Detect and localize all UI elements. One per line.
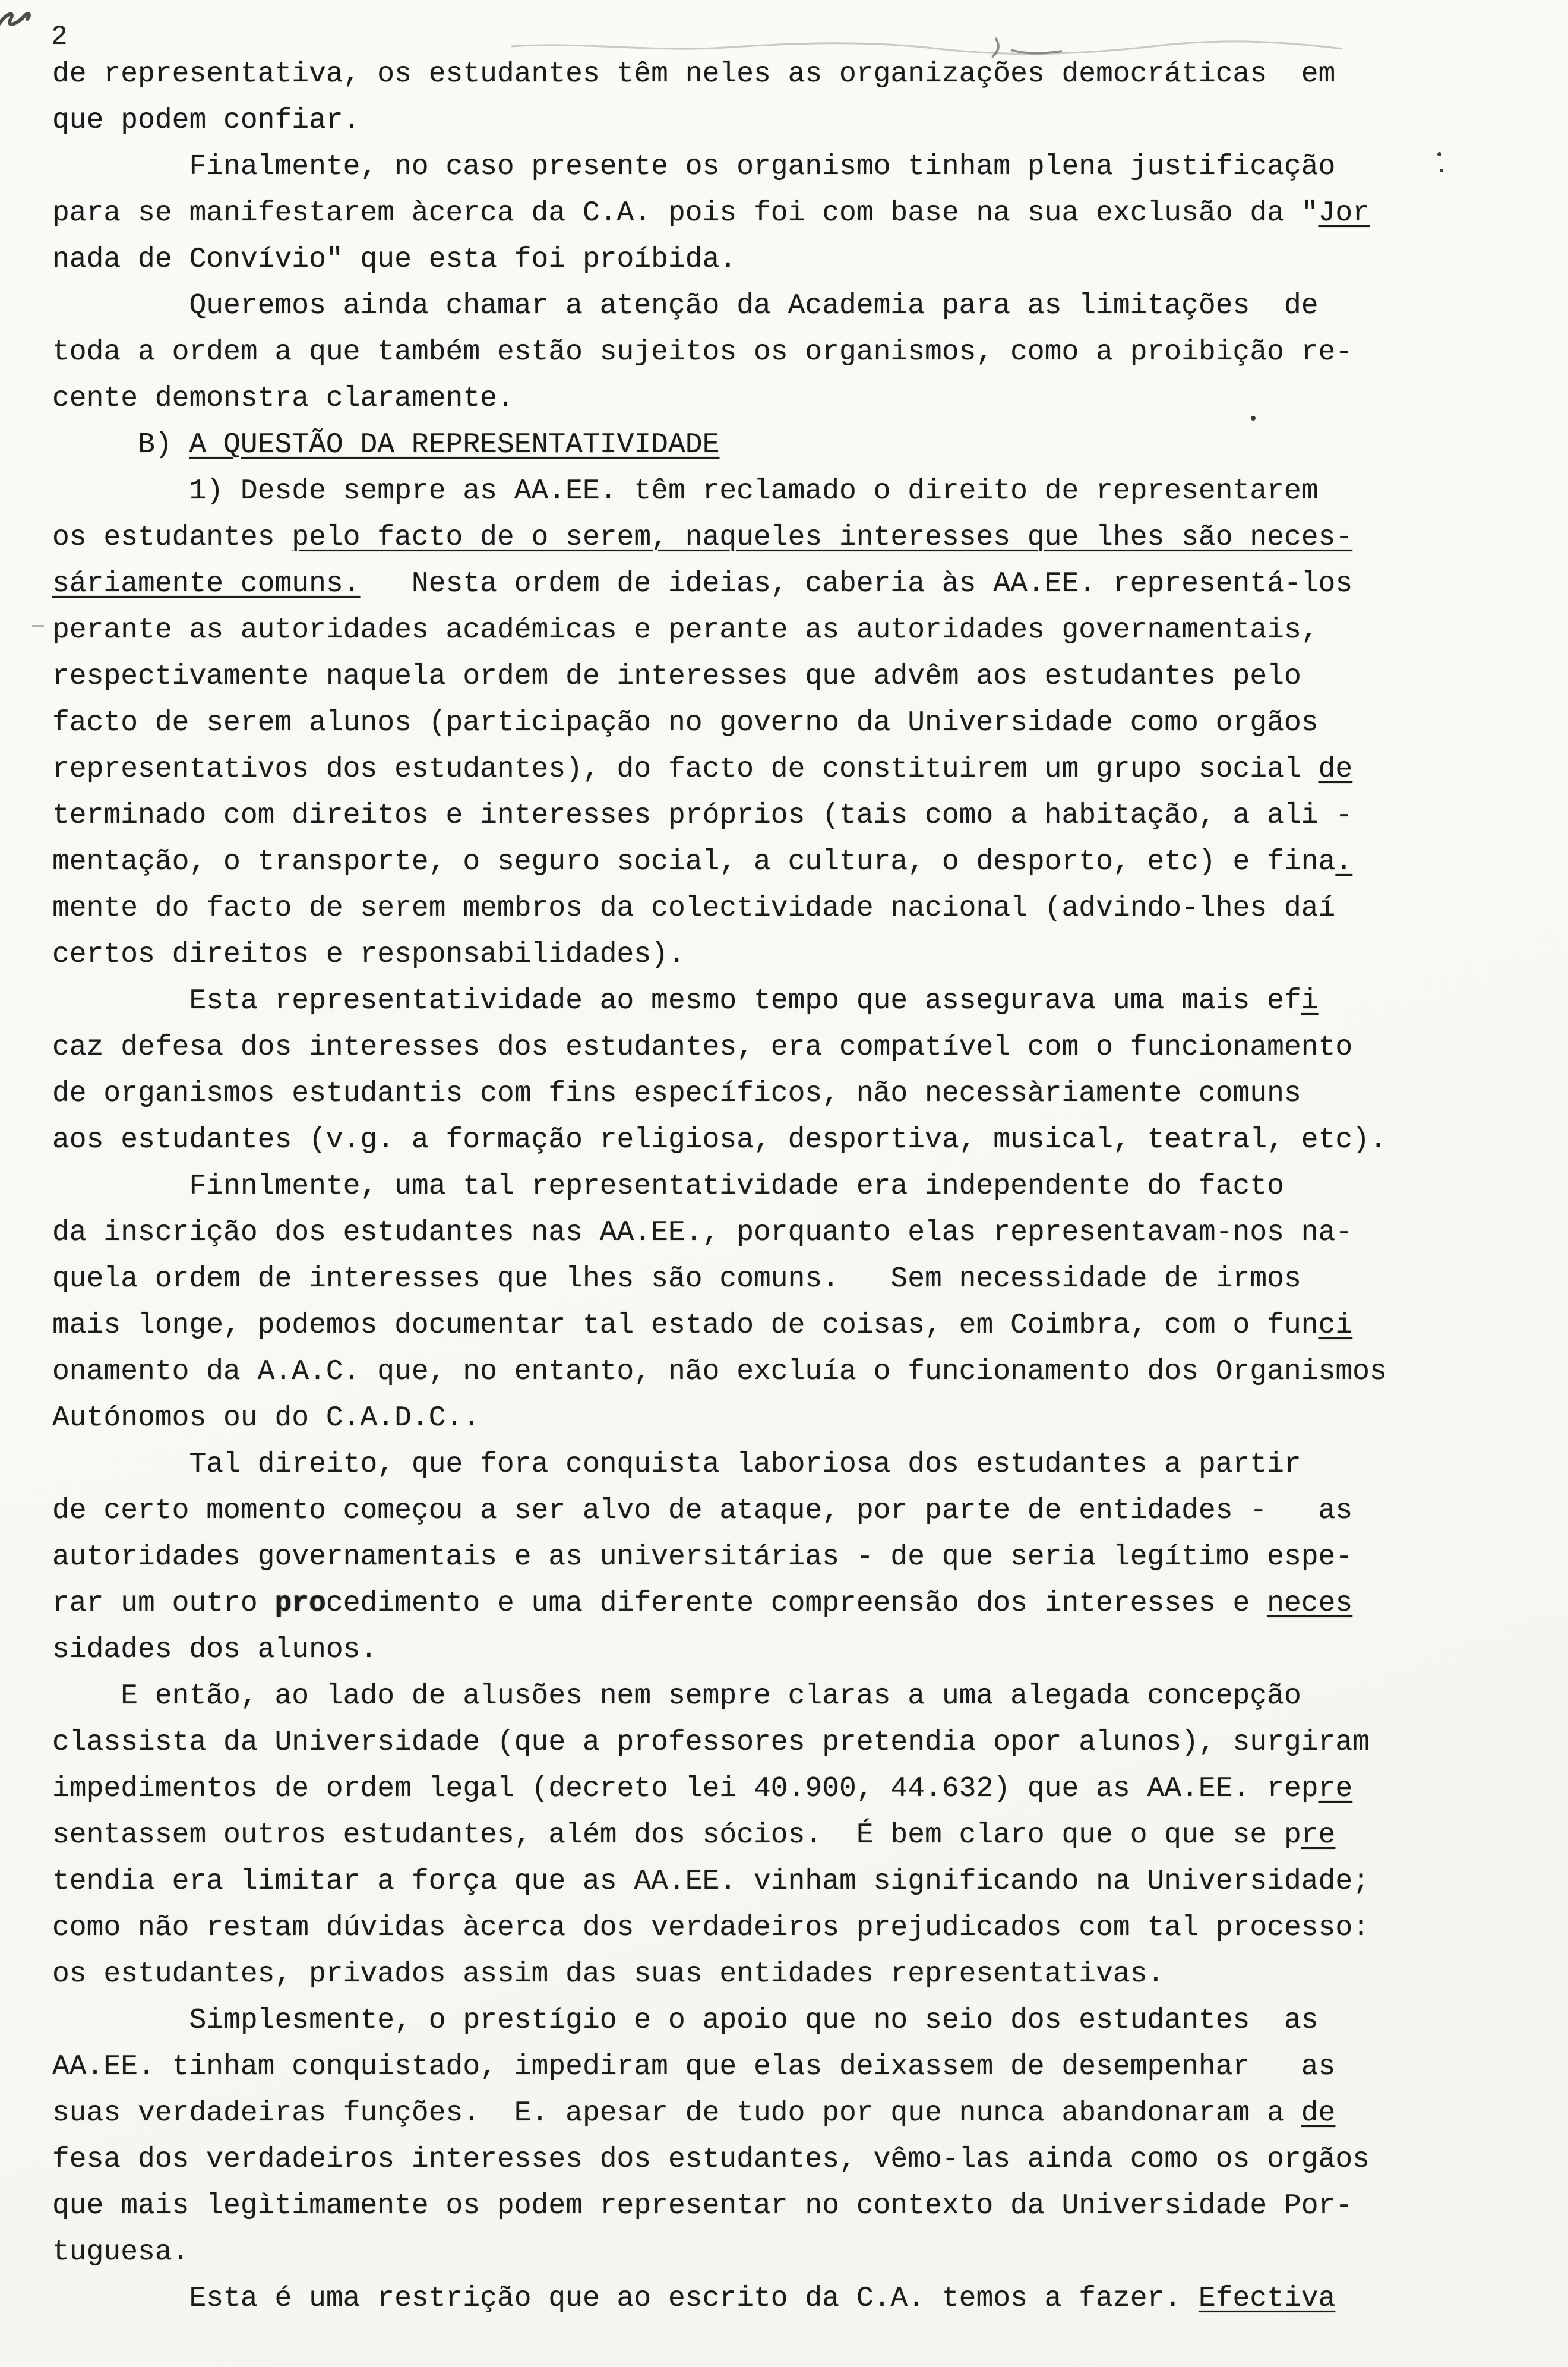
text-segment: respectivamente naquela ordem de interesses que advêm aos estudantes pelo	[52, 661, 1301, 693]
text-segment: de organismos estudantis com fins específicos, não necessàriamente comuns	[52, 1078, 1301, 1110]
text-segment: pro	[274, 1588, 326, 1620]
text-segment: Finnlmente, uma tal representatividade era independente do facto	[52, 1170, 1284, 1203]
underlined-text: sáriamente comuns.	[52, 568, 361, 600]
text-line	[52, 1580, 1387, 1627]
text-segment: nada de Convívio" que esta foi proíbida.	[52, 244, 737, 276]
text-line	[52, 978, 1387, 1024]
text-segment: impedimentos de ordem legal (decreto lei 40.900, 44.632) que as AA.EE. rep	[52, 1773, 1319, 1805]
text-segment: aos estudantes (v.g. a formação religiosa, desportiva, musical, teatral, etc).	[52, 1124, 1387, 1156]
scan-speck	[1440, 169, 1443, 172]
text-segment: cente demonstra claramente.	[52, 383, 514, 415]
text-line	[52, 1812, 1387, 1858]
text-line	[52, 746, 1387, 793]
text-line	[52, 1302, 1387, 1349]
text-segment: facto de serem alunos (participação no governo da Universidade como orgãos	[52, 707, 1319, 739]
text-line	[52, 1997, 1387, 2044]
text-segment: perante as autoridades académicas e perante as autoridades governamentais,	[52, 614, 1319, 646]
scan-artifact-dash	[32, 625, 44, 627]
text-line	[52, 2044, 1387, 2090]
text-line	[52, 1117, 1387, 1163]
text-segment: caz defesa dos interesses dos estudantes, era compatível com o funcionamento	[52, 1031, 1353, 1063]
text-segment: 1) Desde sempre as AA.EE. têm reclamado o direito de representarem	[52, 475, 1319, 507]
text-line	[52, 329, 1387, 375]
text-line	[52, 190, 1387, 236]
text-segment: B)	[52, 429, 189, 461]
text-segment: os estudantes, privados assim das suas entidades representativas.	[52, 1958, 1165, 1990]
text-line	[52, 144, 1387, 190]
underlined-text: i	[1301, 985, 1319, 1017]
document-body	[52, 51, 1387, 2322]
text-line	[52, 885, 1387, 932]
text-segment: de representativa, os estudantes têm neles as organizações democráticas em	[52, 58, 1336, 90]
text-segment: Finalmente, no caso presente os organismo tinham plena justificação	[52, 151, 1336, 183]
text-segment: onamento da A.A.C. que, no entanto, não excluía o funcionamento dos Organismos	[52, 1356, 1387, 1388]
underlined-text: re	[1318, 1773, 1353, 1805]
underlined-text: A QUESTÃO DA REPRESENTATIVIDADE	[189, 429, 720, 461]
text-segment: fesa dos verdadeiros interesses dos estudantes, vêmo-las ainda como os orgãos	[52, 2144, 1370, 2176]
text-line	[52, 1024, 1387, 1071]
underlined-text: ci	[1318, 1309, 1353, 1342]
text-line	[52, 1673, 1387, 1719]
text-segment: quela ordem de interesses que lhes são comuns. Sem necessidade de irmos	[52, 1263, 1301, 1295]
text-segment: Nesta ordem de ideias, caberia às AA.EE. representá-los	[360, 568, 1353, 600]
text-line	[52, 1071, 1387, 1117]
text-line	[52, 468, 1387, 515]
underlined-text: .	[1335, 846, 1353, 878]
text-segment: Simplesmente, o prestígio e o apoio que no seio dos estudantes as	[52, 2005, 1319, 2037]
text-segment: mais longe, podemos documentar tal estado de coisas, em Coimbra, com o fun	[52, 1309, 1319, 1342]
text-segment: para se manifestarem àcerca da C.A. pois foi com base na sua exclusão da "	[52, 197, 1319, 229]
text-line	[52, 932, 1387, 978]
text-line	[52, 1951, 1387, 1997]
text-segment: representativos dos estudantes), do facto de constituirem um grupo social	[52, 753, 1319, 785]
text-line	[52, 236, 1387, 283]
text-line	[52, 654, 1387, 700]
text-segment: mentação, o transporte, o seguro social, a cultura, o desporto, etc) e fina	[52, 846, 1336, 878]
text-line	[52, 1627, 1387, 1673]
text-segment: Esta representatividade ao mesmo tempo que assegurava uma mais ef	[52, 985, 1301, 1017]
text-segment: que mais legìtimamente os podem representar no contexto da Universidade Por-	[52, 2190, 1353, 2222]
underlined-text: pelo facto de o serem, naqueles interesses que lhes são neces-	[292, 522, 1353, 554]
text-line	[52, 2229, 1387, 2276]
text-line	[52, 1905, 1387, 1951]
text-segment: sentassem outros estudantes, além dos sócios. É bem claro que o que se p	[52, 1819, 1301, 1851]
page-number: 2	[51, 21, 68, 52]
underlined-text: Jor	[1318, 197, 1370, 229]
text-line	[52, 1441, 1387, 1488]
text-segment: Autónomos ou do C.A.D.C..	[52, 1402, 480, 1434]
text-segment: Tal direito, que fora conquista laboriosa dos estudantes a partir	[52, 1448, 1301, 1481]
text-line	[52, 1210, 1387, 1256]
text-line	[52, 607, 1387, 654]
text-segment: autoridades governamentais e as universitárias - de que seria legítimo espe-	[52, 1541, 1353, 1573]
text-line	[52, 2183, 1387, 2229]
text-segment: mente do facto de serem membros da colectividade nacional (advindo-lhes daí	[52, 892, 1336, 924]
text-line	[52, 1256, 1387, 1302]
text-line	[52, 375, 1387, 422]
text-segment: sidades dos alunos.	[52, 1634, 378, 1666]
text-line	[52, 422, 1387, 468]
underlined-text: re	[1301, 1819, 1336, 1851]
text-line	[52, 1395, 1387, 1441]
text-segment: E então, ao lado de alusões nem sempre claras a uma alegada concepção	[52, 1680, 1301, 1712]
text-line	[52, 1349, 1387, 1395]
text-segment: tendia era limitar a força que as AA.EE. vinham significando na Universidade;	[52, 1866, 1370, 1898]
scan-artifact-pen-mark	[0, 2, 52, 45]
underlined-text: de	[1318, 753, 1353, 785]
text-segment: terminado com direitos e interesses próprios (tais como a habitação, a ali -	[52, 800, 1353, 832]
text-line	[52, 97, 1387, 144]
scan-speck	[1437, 152, 1441, 156]
underlined-text: Efectiva	[1198, 2283, 1336, 2315]
text-segment: rar um outro	[52, 1588, 275, 1620]
text-segment: suas verdadeiras funções. E. apesar de tudo por que nunca abandonaram a	[52, 2097, 1301, 2129]
text-segment: da inscrição dos estudantes nas AA.EE., porquanto elas representavam-nos na-	[52, 1217, 1353, 1249]
text-segment: tuguesa.	[52, 2236, 189, 2268]
text-line	[52, 1719, 1387, 1766]
text-line	[52, 51, 1387, 97]
text-line	[52, 561, 1387, 607]
text-segment: os estudantes	[52, 522, 292, 554]
text-segment: cedimento e uma diferente compreensão dos interesses e	[325, 1588, 1267, 1620]
text-segment: Queremos ainda chamar a atenção da Academia para as limitações de	[52, 290, 1319, 322]
text-line	[52, 839, 1387, 885]
text-line	[52, 700, 1387, 746]
text-segment: que podem confiar.	[52, 105, 361, 137]
text-line	[52, 2136, 1387, 2183]
text-line	[52, 793, 1387, 839]
text-line	[52, 283, 1387, 329]
text-segment: de certo momento começou a ser alvo de ataque, por parte de entidades - as	[52, 1495, 1353, 1527]
scan-speck	[1251, 416, 1256, 421]
underlined-text: de	[1301, 2097, 1336, 2129]
text-line	[52, 515, 1387, 561]
text-line	[52, 1488, 1387, 1534]
text-segment: classista da Universidade (que a professores pretendia opor alunos), surgiram	[52, 1727, 1370, 1759]
text-line	[52, 1534, 1387, 1580]
text-segment: como não restam dúvidas àcerca dos verdadeiros prejudicados com tal processo:	[52, 1912, 1370, 1944]
text-segment: certos direitos e responsabilidades).	[52, 939, 685, 971]
underlined-text: neces	[1267, 1588, 1353, 1620]
text-segment: AA.EE. tinham conquistado, impediram que elas deixassem de desempenhar as	[52, 2051, 1336, 2083]
text-line	[52, 1858, 1387, 1905]
text-segment: Esta é uma restrição que ao escrito da C.A. temos a fazer.	[52, 2283, 1199, 2315]
text-line	[52, 1163, 1387, 1210]
text-line	[52, 1766, 1387, 1812]
text-line	[52, 2090, 1387, 2136]
text-segment: toda a ordem a que também estão sujeitos os organismos, como a proibição re-	[52, 336, 1353, 368]
text-line	[52, 2276, 1387, 2322]
